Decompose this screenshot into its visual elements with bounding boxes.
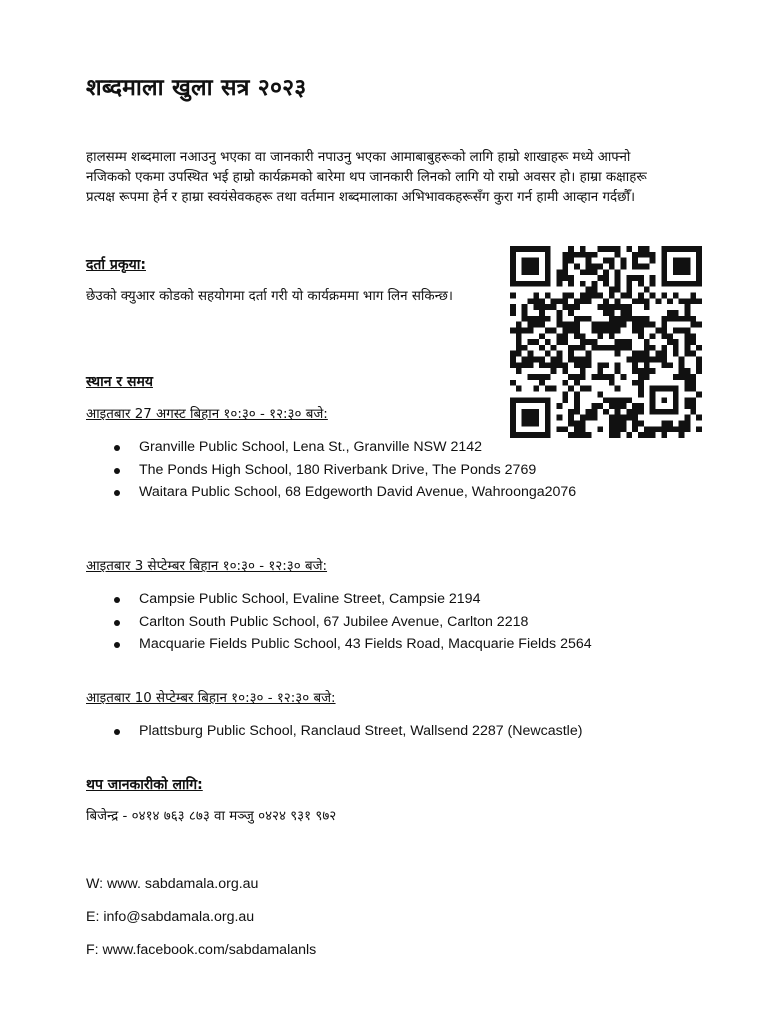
page-title: शब्दमाला खुला सत्र २०२३ (86, 75, 307, 101)
facebook-link[interactable]: F: www.facebook.com/sabdamalanls (86, 942, 317, 958)
school-item: Granville Public School, Lena St., Granville NSW 2142 (110, 436, 490, 459)
registration-heading: दर्ता प्रकृया: (86, 257, 146, 273)
more-info-heading: थप जानकारीको लागि: (86, 777, 203, 793)
session-date: आइतबार 3 सेप्टेम्बर बिहान १०:३० - १२:३० बजे: (86, 559, 328, 574)
intro-line: नजिकको एकमा उपस्थित भई हाम्रो कार्यक्रमको बारेमा थप जानकारी लिनको लागि यो राम्रो अवसर हो। हाम्रा कक्षाहरू (86, 170, 647, 185)
school-item: Plattsburg Public School, Ranclaud Street, Wallsend 2287 (Newcastle) (110, 720, 582, 743)
school-item: Campsie Public School, Evaline Street, Campsie 2194 (110, 588, 592, 611)
school-list (110, 588, 592, 656)
intro-paragraph (86, 148, 716, 208)
school-item: Carlton South Public School, 67 Jubilee Avenue, Carlton 2218 (110, 611, 592, 634)
registration-qr-code[interactable] (510, 246, 702, 438)
school-list (110, 436, 577, 504)
session-date: आइतबार 10 सेप्टेम्बर बिहान १०:३० - १२:३० बजे: (86, 691, 336, 706)
school-item: The Ponds High School, 180 Riverbank Drive, The Ponds 2769 (110, 459, 490, 482)
registration-text: छेउको क्युआर कोडको सहयोगमा दर्ता गरी यो कार्यक्रममा भाग लिन सकिन्छ। (86, 289, 453, 304)
school-list (110, 720, 582, 743)
website-link[interactable]: W: www. sabdamala.org.au (86, 876, 259, 892)
email-link[interactable]: E: info@sabdamala.org.au (86, 909, 255, 925)
intro-line: प्रत्यक्ष रूपमा हेर्न र हाम्रा स्वयंसेवकहरू तथा वर्तमान शब्दमालाका अभिभावकहरूसँग कुरा गर्न हामी आव्हान गर्दछौँ। (86, 190, 636, 205)
school-item: Waitara Public School, 68 Edgeworth David Avenue, Wahroonga2076 (110, 481, 490, 504)
contact-phones: बिजेन्द्र - ०४१४ ७६३ ८७३ वा मञ्जु ०४२४ ९३१ ९७२ (86, 809, 337, 824)
intro-line: हालसम्म शब्दमाला नआउनु भएका वा जानकारी नपाउनु भएका आमाबाबुहरूको लागि हाम्रो शाखाहरू मध्ये आफ्नो (86, 150, 631, 165)
session-date: आइतबार 27 अगस्ट बिहान १०:३० - १२:३० बजे: (86, 407, 328, 422)
venue-heading: स्थान र समय (86, 374, 153, 390)
school-item: Macquarie Fields Public School, 43 Fields Road, Macquarie Fields 2564 (110, 633, 592, 656)
